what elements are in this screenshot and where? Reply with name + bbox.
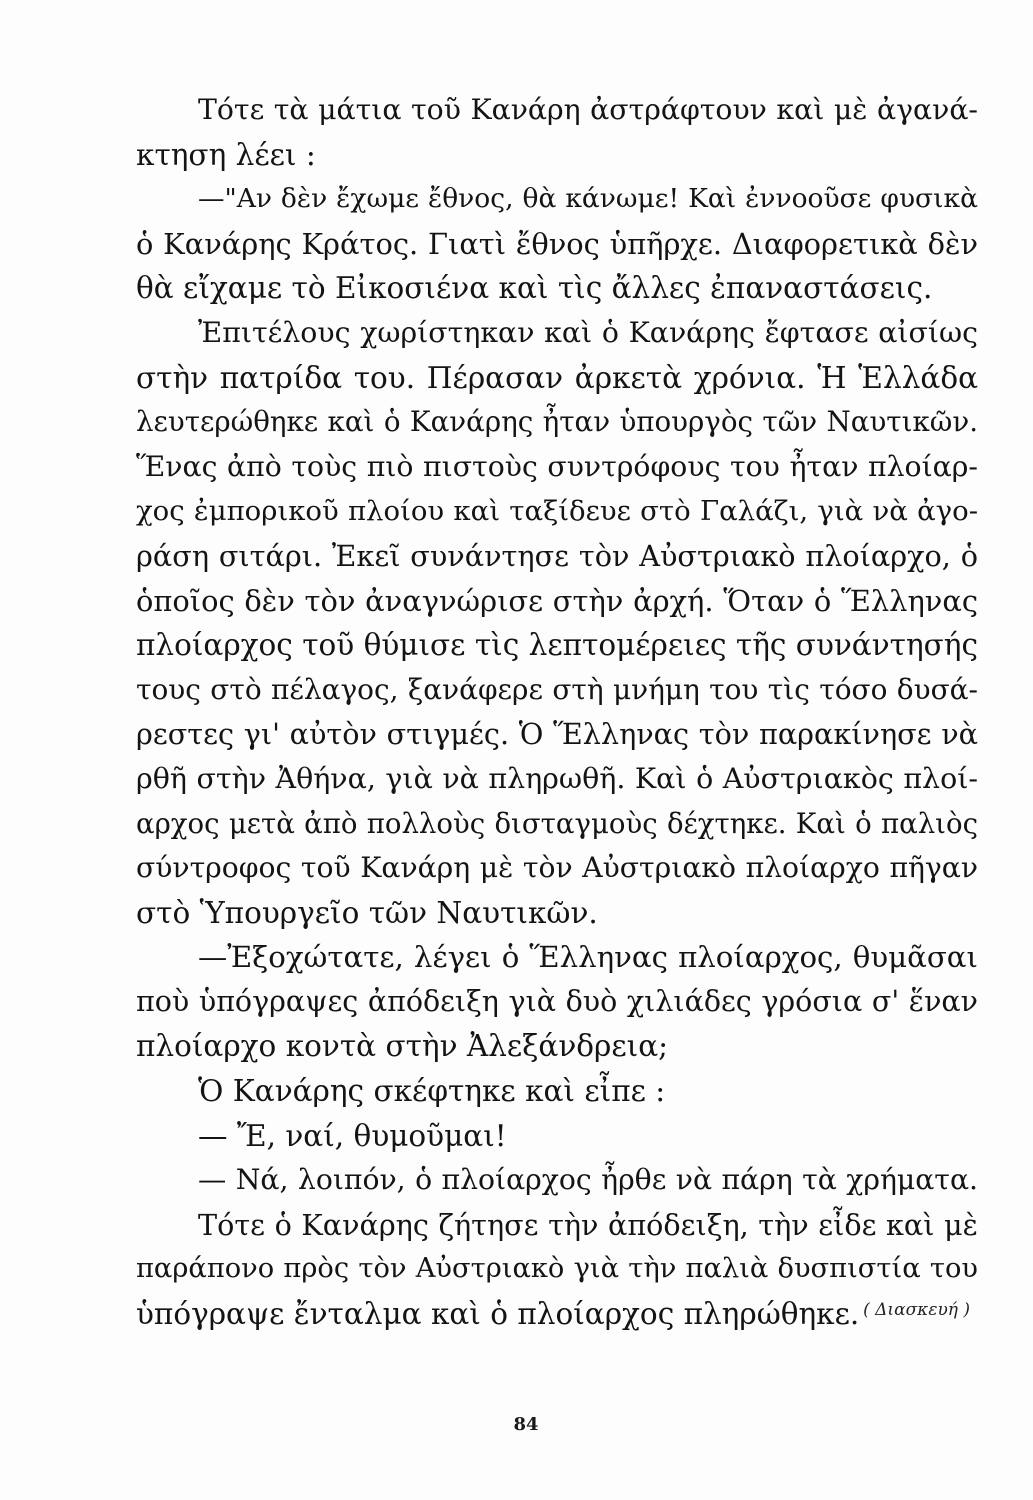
text-line: — Ἔ, ναί, θυμοῦμαι! [198,1118,507,1153]
text-line: —Ἐξοχώτατε, λέγει ὁ Ἕλληνας πλοίαρχος, θυμᾶσαι [198,940,978,975]
text-line: ρεστες γι' αὐτὸν στιγμές. Ὁ Ἕλληνας τὸν παρακίνησε νὰ [136,717,978,752]
page-number: 84 [513,1414,539,1435]
text-line: Ἕνας ἀπὸ τοὺς πιὸ πιστοὺς συντρόφους του ἦταν πλοίαρ- [136,449,978,483]
text-line: ράση σιτάρι. Ἐκεῖ συνάντησε τὸν Αὐστριακὸ πλοίαρχο, ὁ [136,538,978,573]
text-line: πλοίαρχο κοντὰ στὴν Ἀλεξάνδρεια; [136,1029,669,1064]
text-line: —"Αν δὲν ἔχωμε ἔθνος, θὰ κάνωμε! Καὶ ἐννοοῦσε φυσικὰ [198,183,978,215]
text-line: χος ἐμπορικοῦ πλοίου καὶ ταξίδευε στὸ Γαλάζι, γιὰ νὰ ἀγο- [136,495,978,528]
text-line: κτηση λέει : [136,137,316,172]
text-line: Ἐπιτέλους χωρίστηκαν καὶ ὁ Κανάρης ἔφτασε αἰσίως [198,315,978,349]
text-line: πλοίαρχος τοῦ θύμισε τὶς λεπτομέρειες τῆς συνάντησής [136,628,978,663]
text-line: λευτερώθηκε καὶ ὁ Κανάρης ἦταν ὑπουργὸς τῶν Ναυτικῶν. [136,405,978,439]
text-line: αρχος μετὰ ἀπὸ πολλοὺς δισταγμοὺς δέχτηκε. Καὶ ὁ παλιὸς [136,807,978,840]
text-line: — Νά, λοιπόν, ὁ πλοίαρχος ἦρθε νὰ πάρη τὰ χρήματα. [198,1163,978,1197]
text-line: ὁ Κανάρης Κράτος. Γιατὶ ἔθνος ὑπῆρχε. Διαφορετικὰ δὲν [136,226,978,261]
text-line: Τότε τὰ μάτια τοῦ Κανάρη ἀστράφτουν καὶ μὲ ἀγανά- [198,93,978,126]
body-text [136,88,978,1337]
text-line: ὑπόγραψε ἔνταλμα καὶ ὁ πλοίαρχος πληρώθηκε. [136,1297,860,1332]
text-line: ποὺ ὑπόγραψες ἀπόδειξη γιὰ δυὸ χιλιάδες γρόσια σ' ἕναν [136,984,978,1018]
text-line: παράπονο πρὸς τὸν Αὐστριακὸ γιὰ τὴν παλιὰ δυσπιστία του [136,1253,978,1285]
source-note: ( Διασκευή ) [863,1300,970,1320]
text-line: ρθῆ στὴν Ἀθήνα, γιὰ νὰ πληρωθῆ. Καὶ ὁ Αὐστριακὸς πλοί- [136,761,978,795]
text-line: Τότε ὁ Κανάρης ζήτησε τὴν ἀπόδειξη, τὴν εἶδε καὶ μὲ [198,1207,978,1242]
text-line: στὴν πατρίδα του. Πέρασαν ἀρκετὰ χρόνια. Ἡ Ἑλλάδα [136,360,978,395]
text-line: στὸ Ὑπουργεῖο τῶν Ναυτικῶν. [136,895,598,930]
text-line: Ὁ Κανάρης σκέφτηκε καὶ εἶπε : [198,1074,666,1109]
text-line: θὰ εἴχαμε τὸ Εἰκοσιένα καὶ τὶς ἄλλες ἐπαναστάσεις. [136,271,933,306]
text-line: τους στὸ πέλαγος, ξανάφερε στὴ μνήμη του τὶς τόσο δυσά- [136,672,978,706]
text-line: ὁποῖος δὲν τὸν ἀναγνώρισε στὴν ἀρχή. Ὅταν ὁ Ἕλληνας [136,583,978,618]
text-line: σύντροφος τοῦ Κανάρη μὲ τὸν Αὐστριακὸ πλοίαρχο πῆγαν [136,851,978,885]
